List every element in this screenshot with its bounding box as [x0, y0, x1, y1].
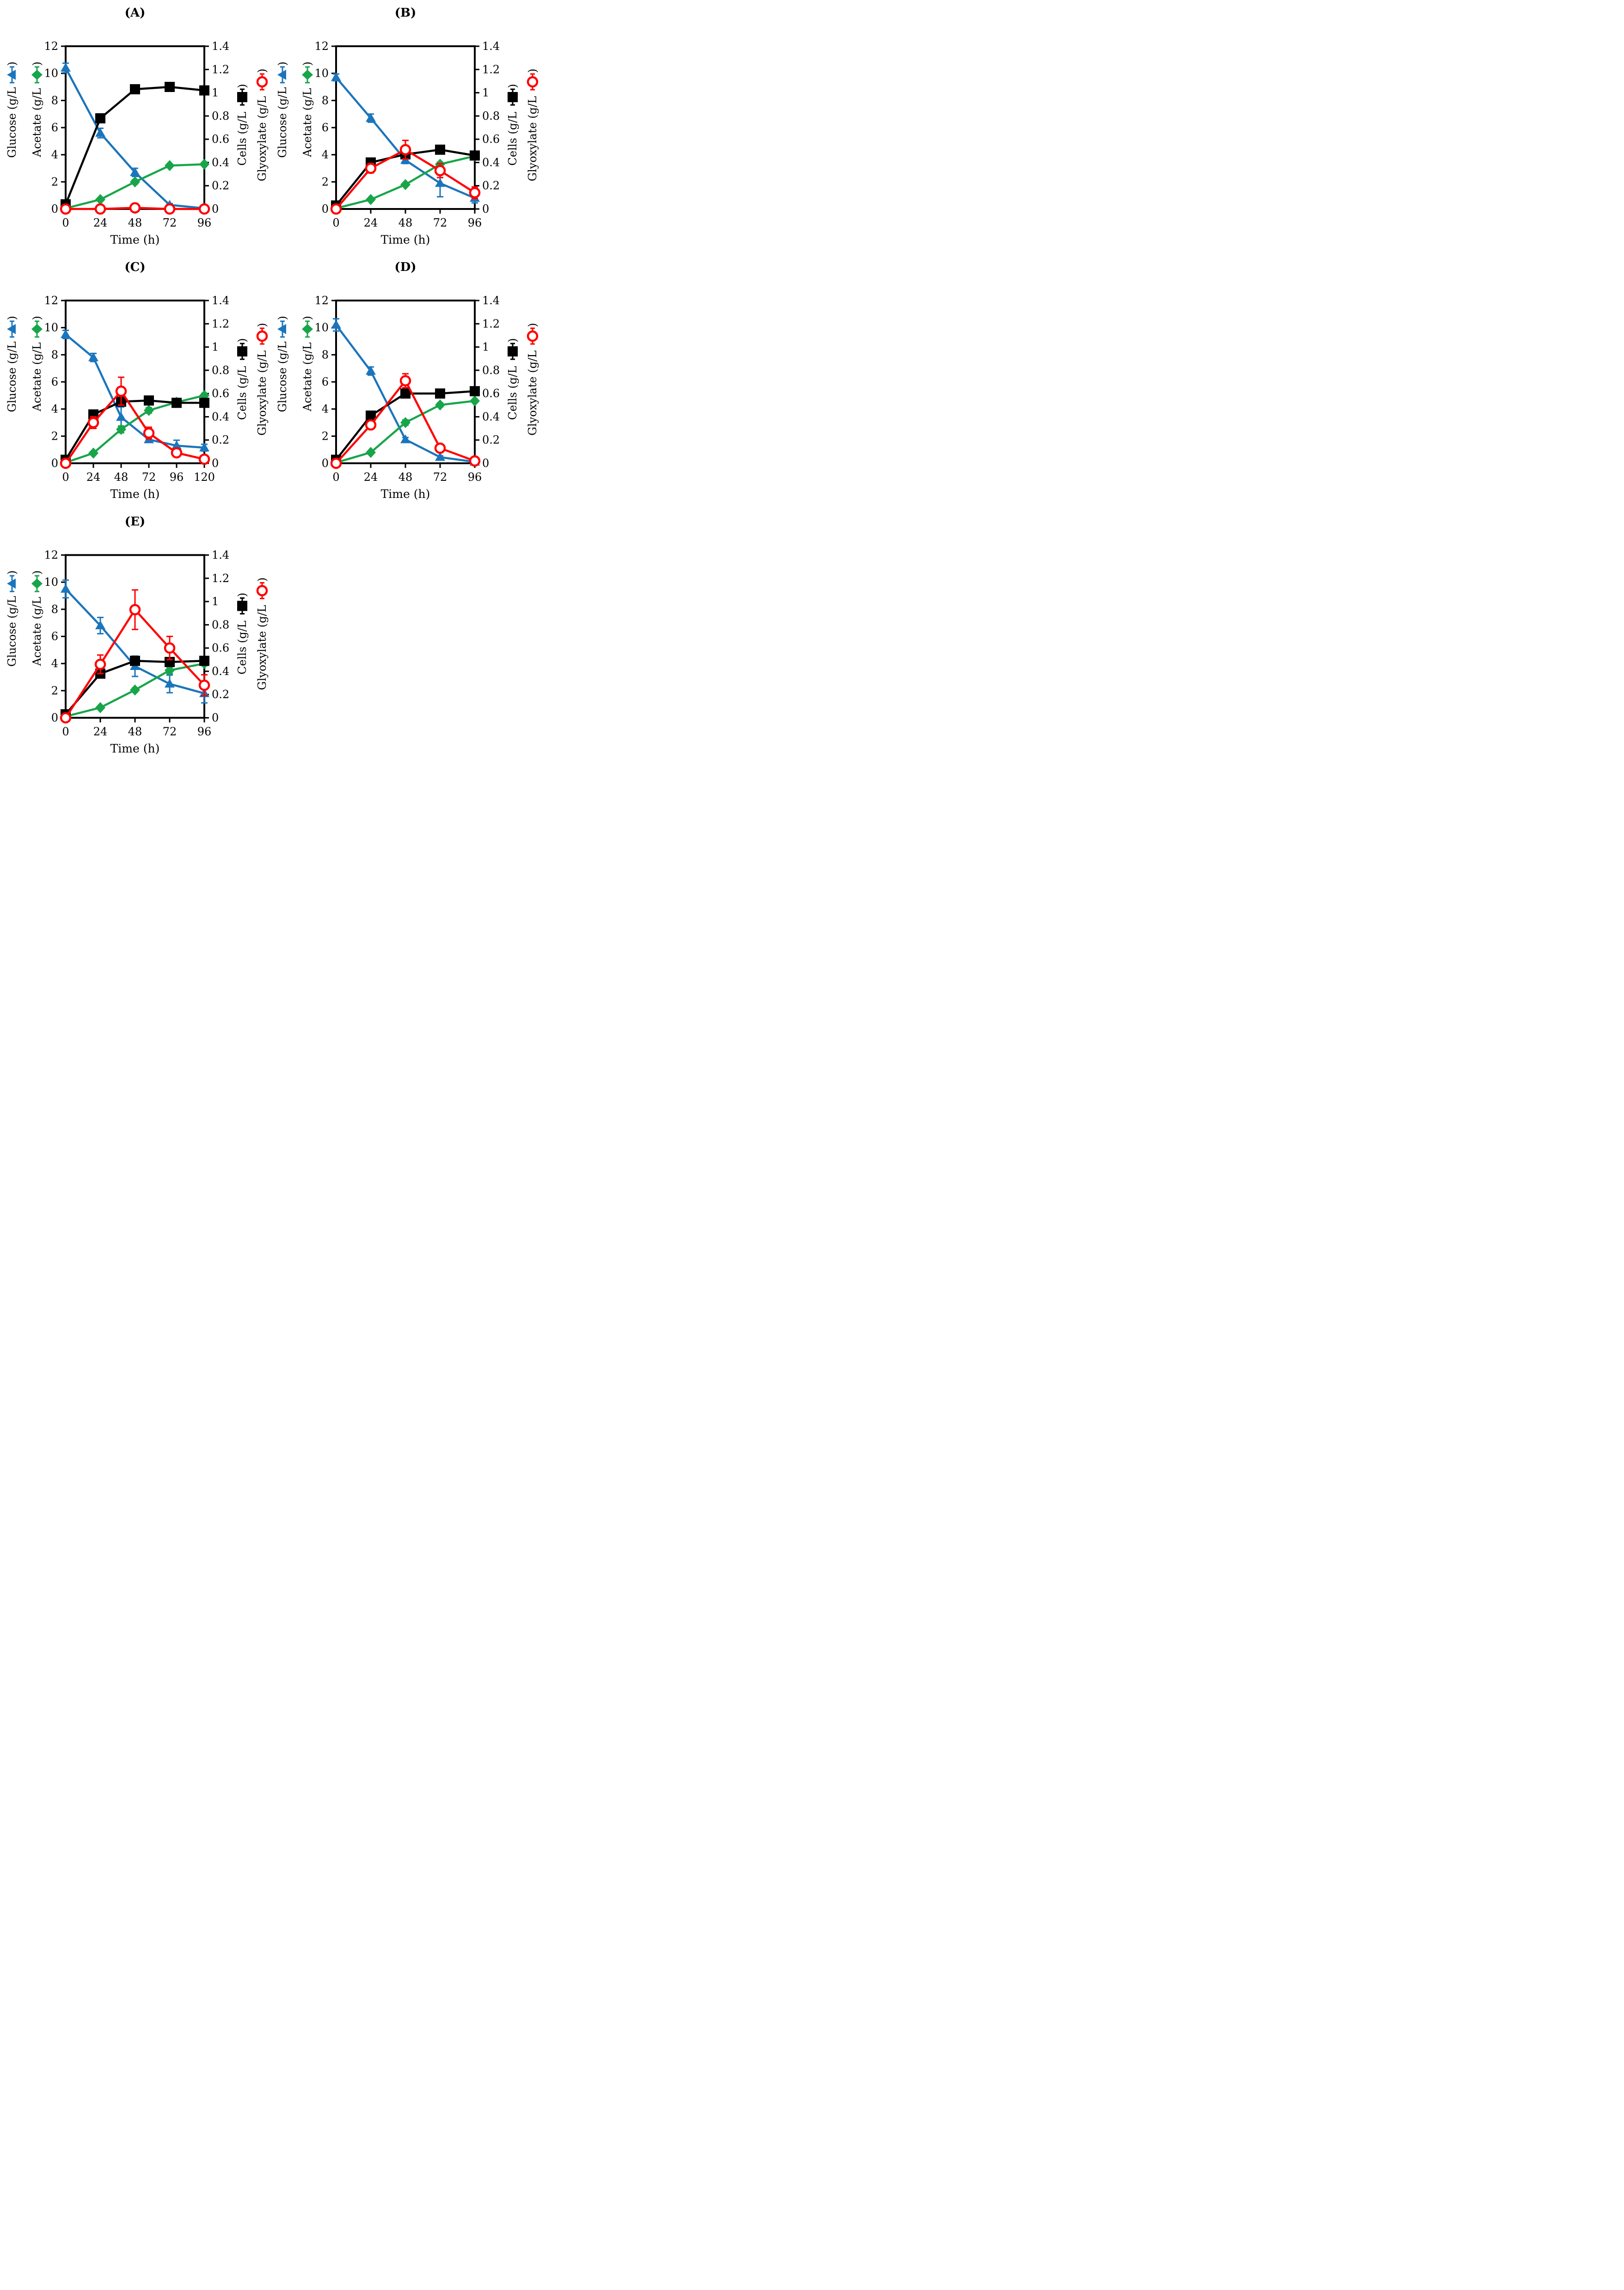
x-tick-label: 24 — [363, 216, 378, 229]
panel-label: (B) — [394, 6, 417, 20]
cells-legend-square-icon — [508, 92, 518, 102]
axis-label-acetate-text: Acetate (g/L — [31, 88, 43, 157]
left-tick-label: 10 — [44, 321, 58, 334]
x-tick-label: 72 — [433, 471, 447, 484]
x-tick-label: 120 — [194, 471, 215, 484]
axis-label-cells — [506, 338, 519, 420]
figure-fermentation-timecourses — [0, 0, 541, 763]
right-tick-label: 0.2 — [482, 433, 500, 447]
cells-legend-square-icon — [508, 346, 518, 356]
right-tick-label: 1.4 — [482, 40, 500, 53]
x-tick-label: 48 — [398, 216, 413, 229]
panel-C — [0, 254, 271, 509]
x-tick-label: 48 — [114, 471, 129, 484]
x-tick-label: 0 — [332, 471, 340, 484]
right-tick-label: 1.4 — [212, 548, 230, 562]
left-tick-label: 12 — [44, 40, 58, 53]
left-tick-label: 6 — [321, 121, 329, 134]
right-tick-label: 0.4 — [482, 156, 500, 169]
axis-label-glucose-paren: ) — [276, 316, 289, 320]
axis-label-acetate-text: Acetate (g/L — [301, 88, 314, 157]
series-glyoxylate-marker — [200, 204, 209, 214]
acetate-legend-diamond-icon — [31, 70, 43, 80]
series-glyoxylate-marker — [116, 387, 126, 396]
x-tick-label: 0 — [62, 216, 69, 229]
left-tick-label: 4 — [321, 148, 329, 161]
chart-B-svg — [270, 0, 541, 254]
x-tick-label: 96 — [197, 216, 212, 229]
right-tick-label: 0.2 — [212, 179, 230, 192]
series-glucose-line — [66, 334, 204, 448]
series-glyoxylate-marker — [331, 459, 341, 468]
axis-label-acetate-paren: ) — [301, 61, 314, 66]
series-cells-marker — [470, 386, 480, 396]
series-cells-marker — [172, 398, 182, 408]
left-tick-label: 0 — [51, 203, 58, 215]
series-cells-marker — [130, 84, 140, 94]
series-glucose-marker — [331, 320, 341, 329]
cells-legend-square-icon — [237, 601, 247, 611]
series-cells-line — [66, 400, 204, 460]
series-glyoxylate-marker — [435, 166, 445, 175]
chart-E-svg — [0, 509, 271, 763]
right-tick-label: 0.8 — [482, 363, 500, 377]
axis-label-acetate — [301, 316, 314, 411]
axis-label-cells-text: Cells (g/L — [506, 111, 519, 166]
right-tick-label: 0.4 — [212, 410, 230, 424]
axis-label-glyoxylate-text: Glyoxylate (g/L — [526, 350, 539, 436]
x-axis-title: Time (h) — [110, 742, 160, 755]
panel-E — [0, 509, 271, 763]
axis-label-glucose-text: Glucose (g/L — [276, 341, 289, 412]
right-tick-label: 0.6 — [212, 387, 230, 400]
x-tick-label: 96 — [467, 471, 482, 484]
right-tick-label: 0.2 — [212, 688, 230, 701]
x-tick-label: 24 — [93, 216, 108, 229]
series-glucose-marker — [61, 63, 71, 72]
series-glucose-marker — [435, 178, 445, 187]
right-tick-label: 1.4 — [482, 294, 500, 307]
left-tick-label: 8 — [321, 348, 329, 362]
cells-legend-square-icon — [237, 346, 247, 356]
series-cells-marker — [95, 113, 105, 123]
x-tick-label: 48 — [128, 725, 142, 738]
axis-label-glucose-paren: ) — [6, 570, 18, 575]
left-tick-label: 10 — [314, 67, 329, 80]
x-tick-label: 48 — [128, 216, 142, 229]
chart-D-svg — [270, 254, 541, 509]
series-cells-marker — [400, 388, 411, 399]
axis-label-acetate — [31, 571, 43, 666]
chart-C-svg — [0, 254, 271, 509]
right-tick-label: 0 — [482, 457, 490, 470]
right-tick-label: 0.6 — [482, 133, 500, 146]
right-tick-label: 1.2 — [212, 63, 230, 76]
left-tick-label: 12 — [44, 294, 58, 307]
series-acetate-marker — [144, 405, 154, 416]
axis-label-cells — [506, 84, 519, 166]
right-tick-label: 1.4 — [212, 294, 230, 307]
right-tick-label: 0 — [212, 203, 219, 215]
left-tick-label: 2 — [51, 430, 58, 443]
left-tick-label: 0 — [51, 457, 58, 470]
glyoxylate-legend-circle-open-icon — [528, 77, 537, 86]
series-acetate-marker — [400, 179, 411, 190]
axis-label-glucose-paren: ) — [6, 316, 18, 320]
left-tick-label: 12 — [314, 40, 329, 53]
series-acetate-marker — [470, 395, 480, 406]
left-tick-label: 0 — [321, 203, 329, 215]
chart-A-svg — [0, 0, 271, 254]
series-glyoxylate-marker — [200, 454, 209, 464]
axis-label-acetate-paren: ) — [31, 61, 43, 66]
cells-legend-square-icon — [237, 92, 247, 102]
axis-label-acetate-text: Acetate (g/L — [301, 342, 314, 411]
series-acetate-marker — [199, 159, 209, 170]
series-glyoxylate-marker — [61, 459, 70, 468]
right-tick-label: 1 — [482, 340, 490, 354]
axis-label-acetate-paren: ) — [31, 570, 43, 575]
x-tick-label: 72 — [162, 725, 177, 738]
left-tick-label: 8 — [51, 348, 58, 362]
x-tick-label: 72 — [433, 216, 447, 229]
x-axis-title: Time (h) — [110, 233, 160, 246]
series-cells-marker — [130, 656, 140, 666]
series-glyoxylate-marker — [200, 681, 209, 690]
series-glucose-marker — [116, 412, 126, 421]
axis-label-glyoxylate-paren: ) — [256, 577, 269, 582]
x-tick-label: 96 — [169, 471, 184, 484]
panel-D — [270, 254, 541, 509]
axis-label-cells-text: Cells (g/L — [236, 366, 249, 420]
right-tick-label: 0 — [212, 457, 219, 470]
left-tick-label: 2 — [321, 175, 329, 189]
panel-label: (C) — [124, 260, 146, 274]
axis-label-cells-paren: ) — [236, 84, 249, 88]
acetate-legend-diamond-icon — [302, 324, 313, 334]
acetate-legend-diamond-icon — [31, 578, 43, 589]
axis-label-glyoxylate-text: Glyoxylate (g/L — [526, 96, 539, 182]
right-tick-label: 0.6 — [212, 641, 230, 655]
right-tick-label: 0.4 — [212, 156, 230, 169]
series-acetate-marker — [165, 160, 175, 171]
series-glyoxylate-marker — [435, 443, 445, 453]
series-acetate-marker — [366, 194, 376, 205]
series-acetate-marker — [95, 702, 105, 713]
right-tick-label: 0 — [482, 203, 490, 215]
glyoxylate-legend-circle-open-icon — [257, 332, 267, 341]
axis-label-glucose-text: Glucose (g/L — [276, 87, 289, 158]
axis-label-glyoxylate — [526, 323, 539, 436]
series-glyoxylate-marker — [470, 456, 479, 466]
panel-label: (D) — [394, 260, 417, 274]
series-cells-marker — [165, 82, 175, 92]
series-glyoxylate-marker — [130, 203, 140, 212]
left-tick-label: 10 — [44, 67, 58, 80]
acetate-legend-diamond-icon — [31, 324, 43, 334]
left-tick-label: 6 — [51, 121, 58, 134]
axis-label-glucose — [6, 316, 18, 412]
series-glyoxylate-marker — [366, 164, 375, 173]
axis-label-acetate-text: Acetate (g/L — [31, 596, 43, 666]
axis-label-glyoxylate — [526, 68, 539, 181]
right-tick-label: 0.2 — [482, 179, 500, 192]
left-tick-label: 0 — [51, 711, 58, 724]
right-tick-label: 1.2 — [212, 317, 230, 331]
right-tick-label: 1 — [482, 86, 490, 99]
x-axis-title: Time (h) — [380, 487, 430, 501]
right-tick-label: 0.4 — [482, 410, 500, 424]
series-glyoxylate-marker — [331, 204, 341, 214]
left-tick-label: 8 — [51, 94, 58, 107]
right-tick-label: 0.2 — [212, 433, 230, 447]
series-glyoxylate-marker — [165, 644, 174, 653]
axis-label-cells-text: Cells (g/L — [236, 620, 249, 675]
series-glyoxylate-marker — [130, 605, 140, 614]
glyoxylate-legend-circle-open-icon — [257, 586, 267, 596]
right-tick-label: 1.2 — [212, 571, 230, 585]
axis-label-acetate — [31, 61, 43, 157]
series-glyoxylate-marker — [61, 713, 70, 723]
left-tick-label: 8 — [321, 94, 329, 107]
series-glyoxylate-marker — [470, 188, 479, 197]
series-glyoxylate-marker — [366, 420, 375, 430]
left-tick-label: 6 — [51, 375, 58, 388]
right-tick-label: 0.6 — [212, 133, 230, 146]
left-tick-label: 12 — [44, 548, 58, 562]
x-tick-label: 72 — [162, 216, 177, 229]
axis-label-glyoxylate — [256, 68, 269, 181]
right-tick-label: 0.8 — [212, 618, 230, 632]
right-tick-label: 1.4 — [212, 40, 230, 53]
right-tick-label: 0.4 — [212, 664, 230, 678]
axis-label-cells-paren: ) — [506, 338, 519, 343]
series-glyoxylate-marker — [96, 204, 105, 214]
x-tick-label: 96 — [197, 725, 212, 738]
x-tick-label: 24 — [86, 471, 101, 484]
series-acetate-marker — [130, 684, 140, 695]
series-glyoxylate-marker — [165, 204, 174, 214]
right-tick-label: 1.2 — [482, 63, 500, 76]
axis-label-acetate-text: Acetate (g/L — [31, 342, 43, 411]
axis-label-glyoxylate — [256, 577, 269, 690]
left-tick-label: 2 — [51, 175, 58, 189]
x-axis-title: Time (h) — [110, 487, 160, 501]
x-tick-label: 24 — [93, 725, 108, 738]
axis-label-glucose — [6, 571, 18, 667]
series-glucose-marker — [400, 435, 411, 443]
axis-label-glucose — [276, 316, 289, 412]
series-cells-marker — [435, 145, 445, 155]
left-tick-label: 4 — [51, 657, 58, 670]
axis-label-glucose — [6, 61, 18, 158]
panel-B — [270, 0, 541, 254]
left-tick-label: 10 — [44, 576, 58, 589]
axis-label-cells — [236, 84, 249, 166]
axis-label-glyoxylate-paren: ) — [526, 323, 539, 327]
series-cells-marker — [435, 388, 445, 399]
axis-label-glucose-text: Glucose (g/L — [6, 341, 18, 412]
axis-label-cells-text: Cells (g/L — [506, 366, 519, 420]
right-tick-label: 1.2 — [482, 317, 500, 331]
left-tick-label: 2 — [51, 684, 58, 697]
axis-label-glyoxylate — [256, 323, 269, 436]
series-glyoxylate-marker — [89, 418, 98, 427]
axis-label-glyoxylate-text: Glyoxylate (g/L — [256, 96, 269, 182]
left-tick-label: 8 — [51, 602, 58, 616]
panel-label: (E) — [124, 515, 146, 529]
axis-label-glucose-text: Glucose (g/L — [6, 87, 18, 158]
x-tick-label: 72 — [141, 471, 156, 484]
right-tick-label: 0.8 — [212, 109, 230, 123]
x-tick-label: 0 — [62, 725, 69, 738]
right-tick-label: 1 — [212, 595, 219, 608]
axis-label-glucose-paren: ) — [276, 61, 289, 66]
axis-label-glyoxylate-paren: ) — [256, 68, 269, 73]
axis-label-acetate-paren: ) — [31, 316, 43, 320]
series-acetate-marker — [435, 399, 445, 411]
left-tick-label: 10 — [314, 321, 329, 334]
right-tick-label: 1 — [212, 340, 219, 354]
series-glucose-marker — [61, 584, 71, 593]
x-tick-label: 0 — [62, 471, 69, 484]
x-tick-label: 48 — [398, 471, 413, 484]
right-tick-label: 1 — [212, 86, 219, 99]
axis-label-glucose-paren: ) — [6, 61, 18, 66]
left-tick-label: 4 — [51, 402, 58, 416]
axis-label-acetate — [31, 316, 43, 411]
axis-label-glucose — [276, 61, 289, 158]
panel-label: (A) — [124, 6, 146, 20]
axis-label-cells-paren: ) — [236, 338, 249, 343]
axis-label-cells — [236, 593, 249, 675]
series-glyoxylate-marker — [172, 448, 181, 457]
axis-label-cells-paren: ) — [236, 592, 249, 597]
series-cells-marker — [144, 395, 154, 405]
left-tick-label: 6 — [321, 375, 329, 388]
left-tick-label: 0 — [321, 457, 329, 470]
x-axis-title: Time (h) — [380, 233, 430, 246]
series-cells-marker — [199, 398, 209, 408]
acetate-legend-diamond-icon — [302, 70, 313, 80]
x-tick-label: 0 — [332, 216, 340, 229]
left-tick-label: 4 — [51, 148, 58, 161]
series-cells-marker — [199, 656, 209, 666]
series-glyoxylate-marker — [61, 204, 70, 214]
series-glyoxylate-marker — [144, 429, 153, 438]
axis-label-acetate-paren: ) — [301, 316, 314, 320]
series-glyoxylate-marker — [401, 376, 410, 385]
axis-label-cells — [236, 338, 249, 420]
axis-label-cells-text: Cells (g/L — [236, 111, 249, 166]
series-cells-marker — [470, 150, 480, 160]
axis-label-glucose-text: Glucose (g/L — [6, 596, 18, 667]
series-glyoxylate-marker — [401, 145, 410, 154]
right-tick-label: 0 — [212, 711, 219, 724]
axis-label-acetate — [301, 61, 314, 157]
axis-label-glyoxylate-text: Glyoxylate (g/L — [256, 605, 269, 690]
plot-area — [66, 301, 204, 463]
series-acetate-marker — [130, 176, 140, 187]
left-tick-label: 2 — [321, 430, 329, 443]
right-tick-label: 0.8 — [212, 363, 230, 377]
right-tick-label: 0.8 — [482, 109, 500, 123]
series-glucose-marker — [61, 329, 71, 338]
x-tick-label: 24 — [363, 471, 378, 484]
series-cells-marker — [199, 86, 209, 96]
axis-label-glyoxylate-text: Glyoxylate (g/L — [256, 350, 269, 436]
right-tick-label: 0.6 — [482, 387, 500, 400]
left-tick-label: 6 — [51, 630, 58, 643]
axis-label-cells-paren: ) — [506, 84, 519, 88]
glyoxylate-legend-circle-open-icon — [257, 77, 267, 86]
series-glyoxylate-marker — [96, 660, 105, 669]
glyoxylate-legend-circle-open-icon — [528, 332, 537, 341]
axis-label-glyoxylate-paren: ) — [526, 68, 539, 73]
left-tick-label: 4 — [321, 402, 329, 416]
axis-label-glyoxylate-paren: ) — [256, 323, 269, 327]
x-tick-label: 96 — [467, 216, 482, 229]
left-tick-label: 12 — [314, 294, 329, 307]
panel-A — [0, 0, 271, 254]
